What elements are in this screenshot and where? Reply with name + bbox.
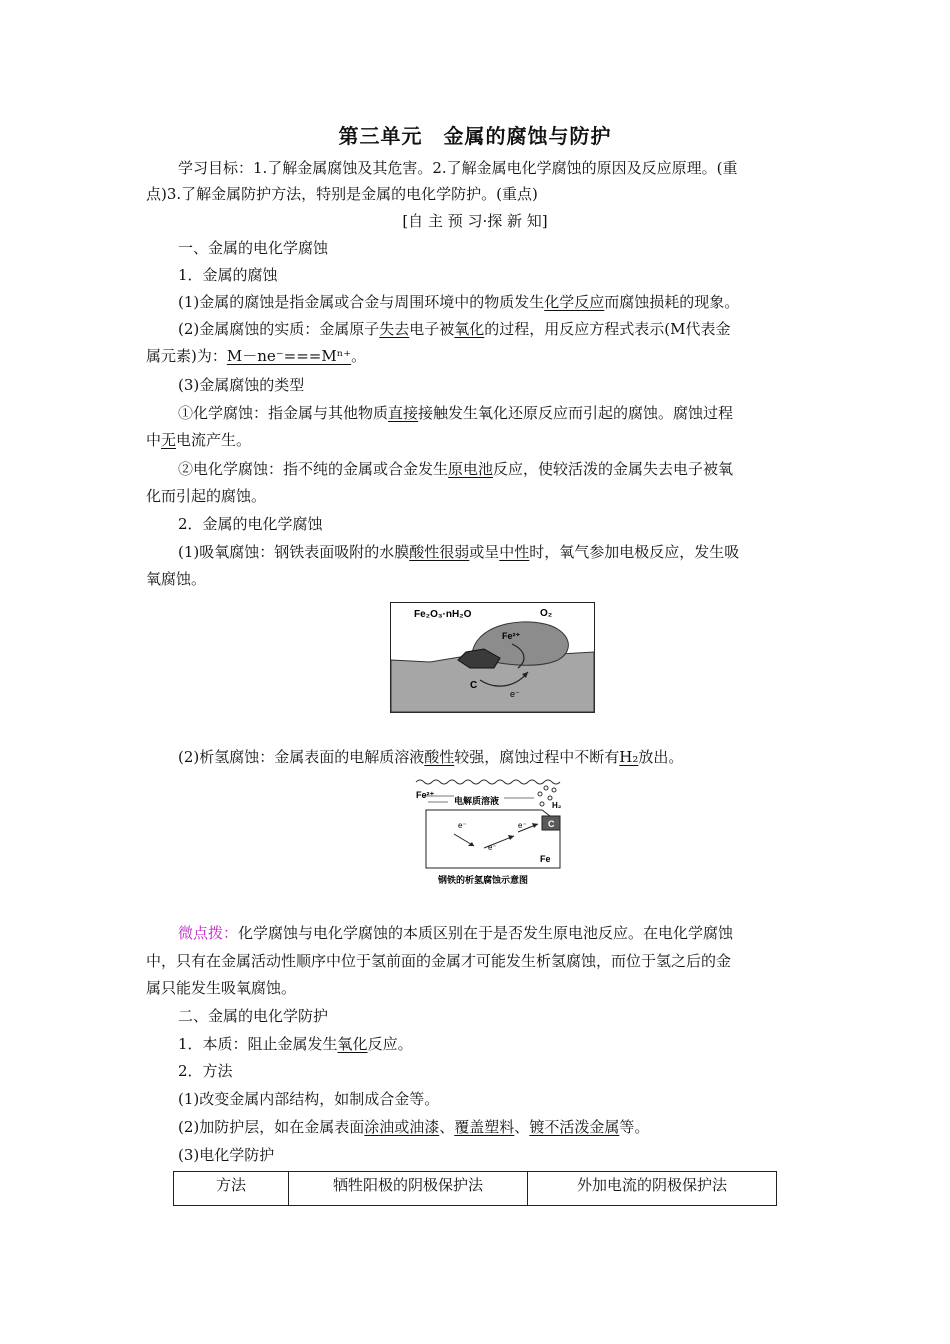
- label-carbon: C: [470, 680, 478, 691]
- label-h2: H₂: [552, 801, 562, 810]
- paragraph-corrosion-definition: (1)金属的腐蚀是指金属或合金与周围环境中的物质发生化学反应而腐蚀损耗的现象。: [178, 293, 740, 311]
- subheading-metal-corrosion: 1．金属的腐蚀: [178, 266, 278, 284]
- answer-weak-acid: 酸性很弱: [409, 543, 470, 561]
- answer-none: 无: [161, 431, 177, 449]
- paragraph-protection-essence: 1．本质：阻止金属发生氧化反应。: [178, 1035, 413, 1053]
- label-iron: Fe: [540, 854, 551, 864]
- answer-galvanic-cell: 原电池: [448, 460, 494, 478]
- table-header-sacrificial-anode: 牺牲阳极的阴极保护法: [289, 1172, 528, 1206]
- section-label: [自 主 预 习·探 新 知]: [402, 212, 548, 230]
- learning-objectives-line2: 点)3.了解金属防护方法，特别是金属的电化学防护。(重点): [146, 185, 538, 203]
- label-o2: O₂: [540, 608, 553, 619]
- figure-caption: 钢铁的析氢腐蚀示意图: [438, 875, 529, 885]
- answer-acidic: 酸性: [424, 748, 455, 766]
- tip-line3: 属只能发生吸氧腐蚀。: [146, 979, 297, 997]
- paragraph-oxygen-absorption: (1)吸氧腐蚀：钢铁表面吸附的水膜酸性很弱或呈中性时，氧气参加电极反应，发生吸: [178, 543, 740, 561]
- section1-heading: 一、金属的电化学腐蚀: [178, 239, 329, 257]
- oxygen-absorption-diagram: [390, 602, 596, 714]
- tip-label: 微点拨：: [178, 924, 239, 942]
- label-carbon: C: [548, 819, 555, 829]
- method-coating: (2)加防护层，如在金属表面涂油或油漆、覆盖塑料、镀不活泼金属等。: [178, 1118, 650, 1136]
- method-alloy: (1)改变金属内部结构，如制成合金等。: [178, 1090, 440, 1108]
- page-title: 第三单元 金属的腐蚀与防护: [338, 124, 612, 148]
- label-electrolyte: 电解质溶液: [454, 796, 500, 806]
- label-fe-ion: Fe²⁺: [416, 790, 435, 800]
- answer-paint: 涂油或油漆: [364, 1118, 440, 1136]
- label-electron-1: e⁻: [458, 821, 467, 830]
- paragraph-corrosion-equation: 属元素)为：M－ne⁻===Mⁿ⁺。: [146, 347, 367, 365]
- learning-objectives-line1: 学习目标：1.了解金属腐蚀及其危害。2.了解金属电化学腐蚀的原因及反应原理。(重: [178, 159, 738, 177]
- label-rust: Fe₂O₃·nH₂O: [414, 609, 472, 620]
- subheading-methods: 2．方法: [178, 1062, 233, 1080]
- paragraph-electrochemical-corrosion-cont: 化而引起的腐蚀。: [146, 487, 267, 505]
- table-header-impressed-current: 外加电流的阴极保护法: [528, 1172, 777, 1206]
- answer-h2: H₂: [619, 748, 639, 766]
- protection-methods-table: [173, 1171, 777, 1206]
- answer-neutral: 中性: [499, 543, 530, 561]
- answer-oxidation: 氧化: [337, 1035, 368, 1053]
- table-header-method: 方法: [174, 1172, 289, 1206]
- label-fe-ion: Fe²⁺: [502, 631, 521, 641]
- answer-chemical-reaction: 化学反应: [544, 293, 605, 311]
- hydrogen-evolution-diagram: [414, 776, 566, 888]
- answer-equation: M－ne⁻===Mⁿ⁺: [226, 347, 352, 365]
- paragraph-oxygen-absorption-cont: 氧腐蚀。: [146, 570, 207, 588]
- paragraph-electrochemical-corrosion: ②电化学腐蚀：指不纯的金属或合金发生原电池反应，使较活泼的金属失去电子被氧: [178, 460, 734, 478]
- answer-plastic: 覆盖塑料: [454, 1118, 515, 1136]
- section2-heading: 二、金属的电化学防护: [178, 1007, 329, 1025]
- method-electrochemical: (3)电化学防护: [178, 1146, 275, 1164]
- answer-lose: 失去: [379, 320, 410, 338]
- label-electron: e⁻: [510, 689, 520, 699]
- label-electron-3: e⁻: [518, 821, 527, 830]
- tip-line2: 中，只有在金属活动性顺序中位于氢前面的金属才可能发生析氢腐蚀，而位于氢之后的金: [146, 952, 732, 970]
- answer-direct: 直接: [388, 404, 419, 422]
- answer-plating: 镀不活泼金属: [529, 1118, 620, 1136]
- paragraph-chemical-corrosion-cont: 中无电流产生。: [146, 431, 252, 449]
- paragraph-chemical-corrosion: ①化学腐蚀：指金属与其他物质直接接触发生氧化还原反应而引起的腐蚀。腐蚀过程: [178, 404, 734, 422]
- paragraph-hydrogen-evolution: (2)析氢腐蚀：金属表面的电解质溶液酸性较强，腐蚀过程中不断有H₂放出。: [178, 748, 684, 766]
- table-header-row: [174, 1172, 777, 1206]
- answer-oxidized: 氧化: [454, 320, 485, 338]
- paragraph-corrosion-essence: (2)金属腐蚀的实质：金属原子失去电子被氧化的过程，用反应方程式表示(M代表金: [178, 320, 731, 338]
- tip-line1: 微点拨：化学腐蚀与电化学腐蚀的本质区别在于是否发生原电池反应。在电化学腐蚀: [178, 924, 734, 942]
- label-electron-2: e⁻: [488, 843, 497, 852]
- subheading-electrochemical-corrosion: 2．金属的电化学腐蚀: [178, 515, 323, 533]
- paragraph-corrosion-types: (3)金属腐蚀的类型: [178, 376, 305, 394]
